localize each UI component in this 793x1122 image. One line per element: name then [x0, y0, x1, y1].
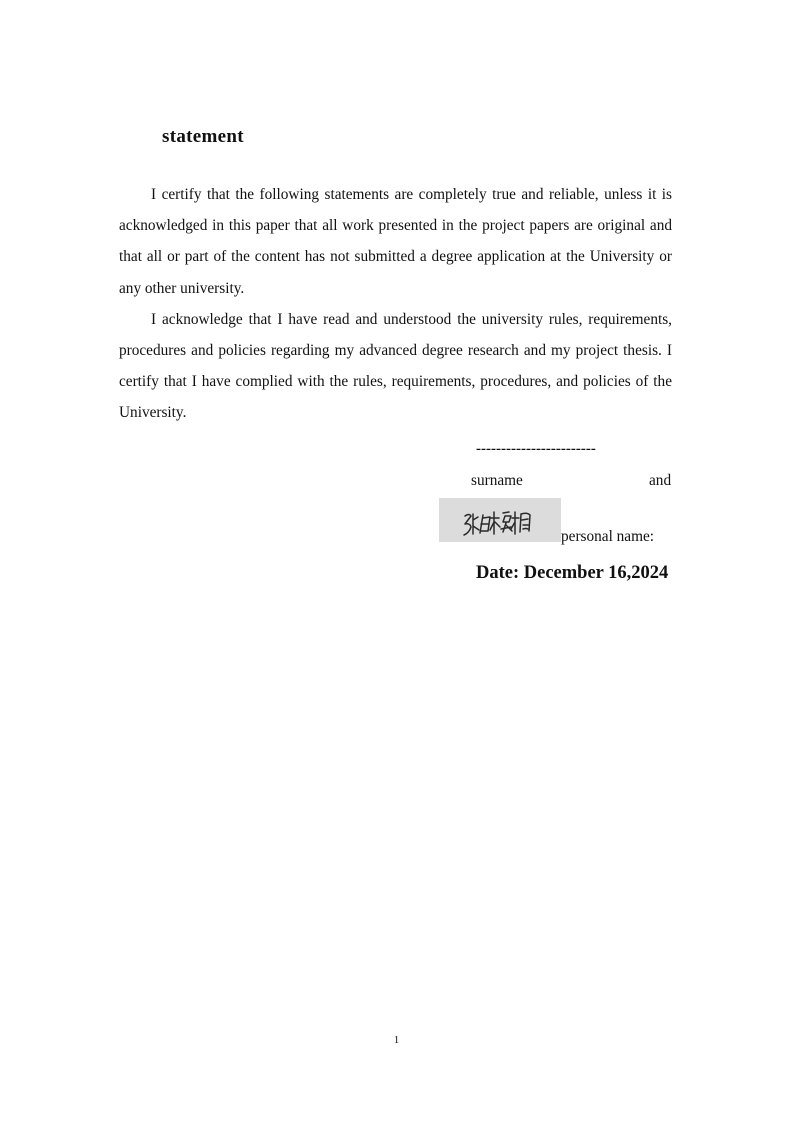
handwritten-signature — [439, 498, 561, 542]
surname-label: surname — [471, 472, 523, 489]
paragraph-acknowledge: I acknowledge that I have read and understood the university rules, requirements, procedures and policies regarding my advanced degree research and my project thesis. I certify that I have complied with the rules, requirements, procedures, and policies of the University. — [119, 310, 672, 422]
page-title: statement — [162, 126, 244, 147]
signature-line: ------------------------ — [476, 441, 596, 457]
signature-image — [439, 498, 561, 542]
paragraph-certify: I certify that the following statements are completely true and reliable, unless it is acknowledged in this paper that all work presented in the project papers are original and that all or part of the content has not submitted a degree application at the University or any other university. — [119, 186, 672, 297]
personal-name-label: personal name: — [561, 528, 655, 545]
page-number: 1 — [393, 1034, 400, 1046]
signature-date: Date: December 16,2024 — [476, 563, 669, 583]
statement-body — [119, 179, 672, 429]
and-label: and — [649, 472, 672, 489]
